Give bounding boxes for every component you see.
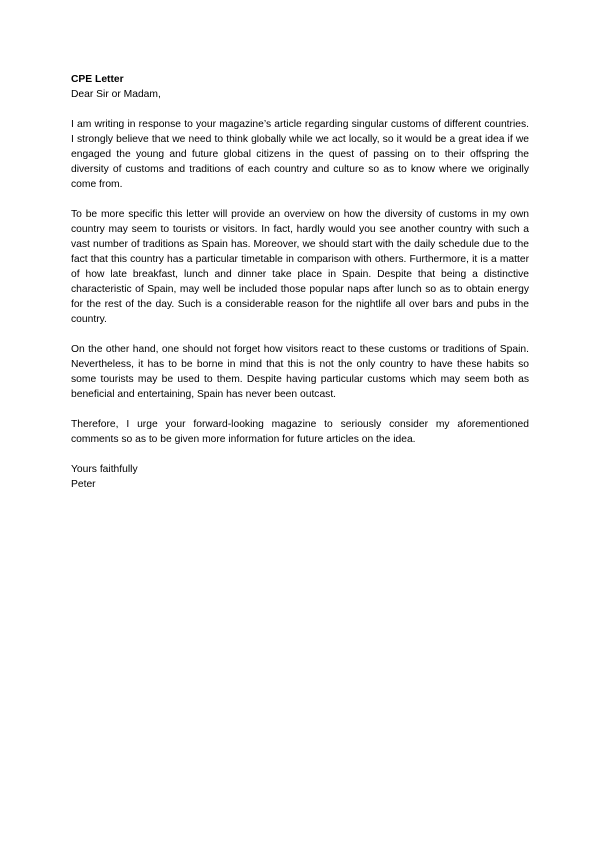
paragraph: Therefore, I urge your forward-looking magazine to seriously consider my aforementioned comments so as to be given more information for future articles on the idea. xyxy=(71,419,529,445)
closing: Yours faithfully xyxy=(71,464,138,475)
salutation: Dear Sir or Madam, xyxy=(71,89,161,100)
paragraph: On the other hand, one should not forget how visitors react to these customs or traditions of Spain. Nevertheless, it has to be borne in mind that this is not the only country to have these habits so some tourists may be used to them. Despite having particular customs which may seem both as beneficial and entertaining, Spain has never been outcast. xyxy=(71,344,529,400)
letter-title: CPE Letter xyxy=(71,74,124,85)
letter-body xyxy=(71,72,529,492)
paragraph: I am writing in response to your magazine’s article regarding singular customs of different countries. I strongly believe that we need to think globally while we act locally, so it would be a great idea if we engaged the young and future global citizens in the quest of passing on to their offspring the diversity of customs and traditions of each country and culture so as to know where we originally come from. xyxy=(71,119,529,190)
paragraph: To be more specific this letter will provide an overview on how the diversity of customs in my own country may seem to tourists or visitors. In fact, hardly would you see another country with such a vast number of traditions as Spain has. Moreover, we should start with the daily schedule due to the fact that this country has a particular timetable in comparison with others. Furthermore, it is a matter of how late breakfast, lunch and dinner take place in Spain. Despite that being a distinctive characteristic of Spain, may well be included those popular naps after lunch so as to obtain energy for the rest of the day. Such is a considerable reason for the nightlife all over bars and pubs in the country. xyxy=(71,209,529,325)
signature: Peter xyxy=(71,479,96,490)
